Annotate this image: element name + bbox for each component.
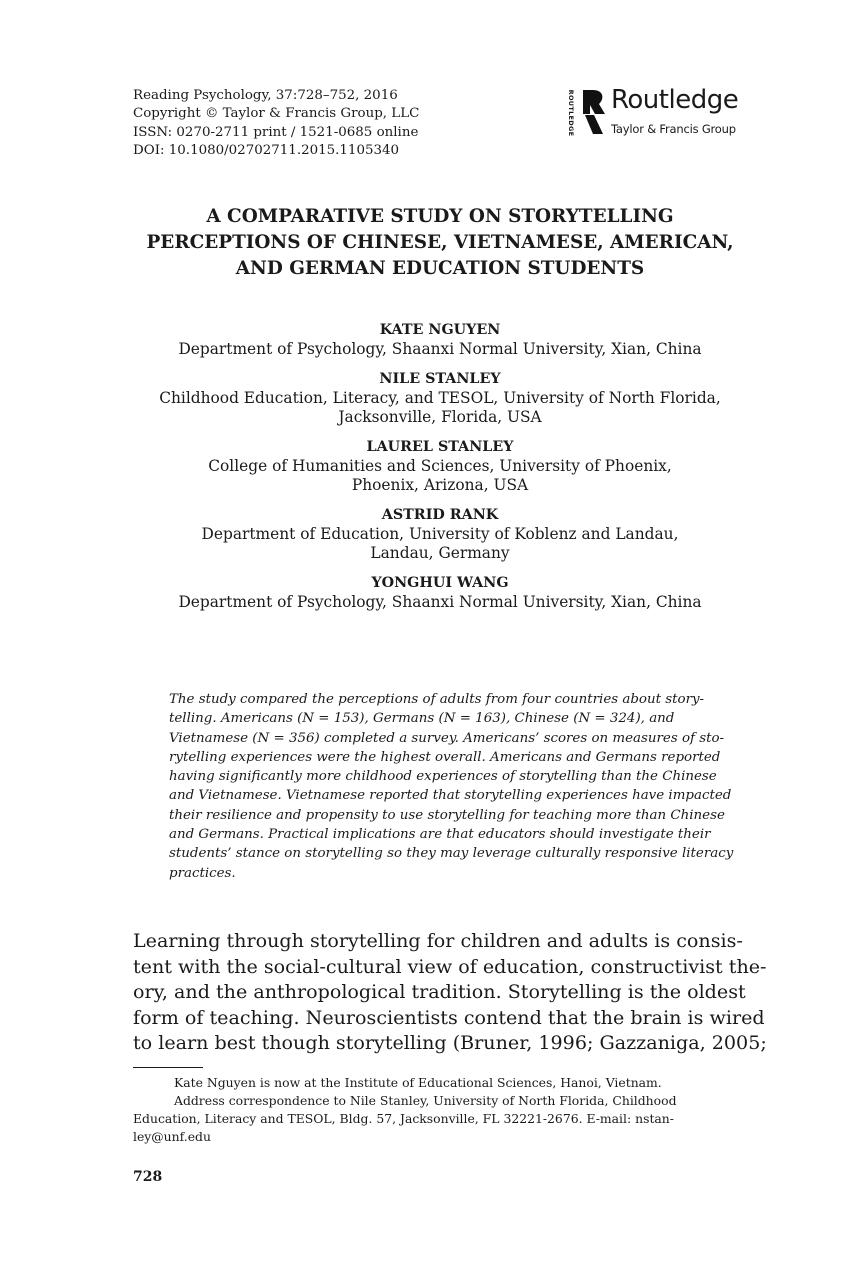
body-line: ory, and the anthropological tradition. Storytelling is the oldest bbox=[133, 980, 746, 1004]
journal-doi: DOI: 10.1080/02702711.2015.1105340 bbox=[133, 142, 400, 158]
title-line: PERCEPTIONS OF CHINESE, VIETNAMESE, AMERICAN, bbox=[146, 232, 734, 253]
author-entry bbox=[110, 370, 770, 427]
author-list bbox=[110, 321, 770, 623]
page-number: 728 bbox=[133, 1169, 163, 1185]
footnote-address-line: ley@unf.edu bbox=[133, 1129, 211, 1144]
abstract-line: and Vietnamese. Vietnamese reported that storytelling experiences have impacted bbox=[169, 788, 732, 804]
author-name: KATE NGUYEN bbox=[379, 322, 501, 338]
author-affiliation: Department of Psychology, Shaanxi Normal University, Xian, China bbox=[178, 340, 702, 358]
body-line: form of teaching. Neuroscientists contend that the brain is wired bbox=[133, 1005, 765, 1029]
author-affiliation: Department of Education, University of Koblenz and Landau, bbox=[201, 525, 679, 543]
abstract-line: their resilience and propensity to use storytelling for teaching more than Chinese bbox=[169, 807, 725, 823]
footnotes bbox=[133, 1074, 745, 1146]
author-entry bbox=[110, 506, 770, 563]
paper-title bbox=[100, 204, 780, 282]
author-affiliation: Jacksonville, Florida, USA bbox=[338, 408, 542, 426]
footnote-address-line: Education, Literacy and TESOL, Bldg. 57, Jacksonville, FL 32221-2676. E-mail: nstan- bbox=[133, 1111, 674, 1126]
routledge-r-mark-icon bbox=[579, 88, 607, 138]
abstract-line: practices. bbox=[169, 865, 236, 881]
abstract-line: rytelling experiences were the highest overall. Americans and Germans reported bbox=[169, 749, 721, 765]
author-affiliation: Department of Psychology, Shaanxi Normal University, Xian, China bbox=[178, 593, 702, 611]
footnote-divider bbox=[133, 1067, 203, 1068]
author-name: NILE STANLEY bbox=[379, 371, 501, 387]
author-affiliation: Phoenix, Arizona, USA bbox=[351, 476, 529, 494]
journal-copyright: Copyright © Taylor & Francis Group, LLC bbox=[133, 106, 420, 122]
abstract-line: telling. Americans (N = 153), Germans (N = 163), Chinese (N = 324), and bbox=[169, 711, 675, 727]
abstract-line: Vietnamese (N = 356) completed a survey. Americans’ scores on measures of sto- bbox=[169, 730, 725, 746]
author-entry bbox=[110, 321, 770, 359]
journal-metadata bbox=[133, 87, 419, 160]
author-affiliation: College of Humanities and Sciences, University of Phoenix, bbox=[208, 457, 672, 475]
abstract-line: having significantly more childhood experiences of storytelling than the Chinese bbox=[169, 769, 717, 785]
footnote-affiliation-note: Kate Nguyen is now at the Institute of Educational Sciences, Hanoi, Vietnam. bbox=[174, 1075, 662, 1090]
author-entry bbox=[110, 438, 770, 495]
title-line: A COMPARATIVE STUDY ON STORYTELLING bbox=[206, 206, 674, 227]
publisher-group: Taylor & Francis Group bbox=[611, 122, 736, 136]
abstract bbox=[169, 690, 734, 883]
abstract-line: students’ stance on storytelling so they may leverage culturally responsive literacy bbox=[169, 846, 734, 862]
author-affiliation: Childhood Education, Literacy, and TESOL, University of North Florida, bbox=[159, 389, 721, 407]
body-line: tent with the social-cultural view of education, constructivist the- bbox=[133, 954, 767, 978]
journal-citation: Reading Psychology, 37:728–752, 2016 bbox=[133, 88, 398, 103]
author-name: YONGHUI WANG bbox=[371, 575, 509, 591]
author-name: ASTRID RANK bbox=[381, 507, 499, 523]
body-line: to learn best though storytelling (Bruner, 1996; Gazzaniga, 2005; bbox=[133, 1031, 767, 1055]
author-name: LAUREL STANLEY bbox=[366, 439, 514, 455]
title-line: AND GERMAN EDUCATION STUDENTS bbox=[235, 258, 645, 279]
abstract-line: The study compared the perceptions of adults from four countries about story- bbox=[169, 692, 705, 707]
body-paragraph bbox=[133, 928, 767, 1056]
logo-vertical-text: ROUTLEDGE bbox=[567, 89, 575, 137]
author-affiliation: Landau, Germany bbox=[370, 544, 510, 562]
body-line: Learning through storytelling for children and adults is consis- bbox=[133, 929, 743, 952]
footnote-address-line: Address correspondence to Nile Stanley, University of North Florida, Childhood bbox=[174, 1093, 677, 1108]
author-entry bbox=[110, 574, 770, 612]
routledge-logo bbox=[563, 86, 753, 138]
publisher-brand: Routledge bbox=[611, 85, 739, 115]
abstract-line: and Germans. Practical implications are that educators should investigate their bbox=[169, 827, 711, 843]
journal-issn: ISSN: 0270-2711 print / 1521-0685 online bbox=[133, 124, 419, 140]
